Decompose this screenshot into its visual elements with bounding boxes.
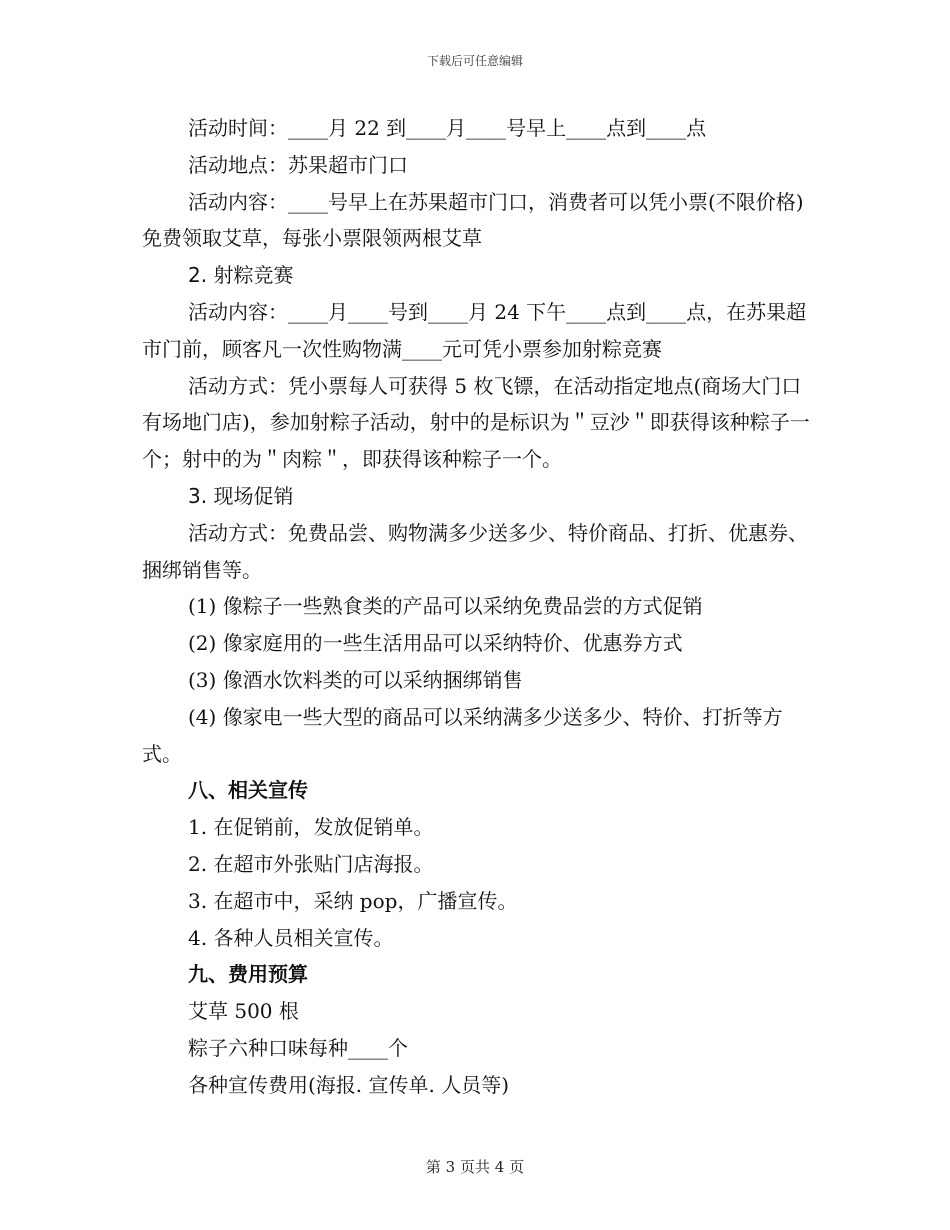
list-item: (3) 像酒水饮料类的可以采纳捆绑销售 bbox=[188, 667, 523, 692]
list-item: 2. 在超市外张贴门店海报。 bbox=[188, 851, 434, 876]
chapter-heading: 九、费用预算 bbox=[188, 962, 308, 987]
doc-line: 活动时间：____月 22 到____月____号早上____点到____点 bbox=[188, 116, 707, 140]
doc-line: 活动方式：凭小票每人可获得 5 枚飞镖，在活动指定地点(商场大门口有场地门店)，参加射粽子活动，射中的是标识为＂豆沙＂即获得该种粽子一个；射中的为＂肉粽＂，即获得该种粽子一个。 bbox=[142, 373, 810, 472]
budget-line: 粽子六种口味每种____个 bbox=[188, 1035, 408, 1060]
section-heading: 2. 射粽竞赛 bbox=[188, 263, 294, 288]
doc-line: 活动方式：免费品尝、购物满多少送多少、特价商品、打折、优惠券、捆绑销售等。 bbox=[142, 520, 808, 582]
section-heading: 3. 现场促销 bbox=[188, 483, 294, 508]
page-header: 下载后可任意编辑 bbox=[426, 54, 523, 68]
budget-line: 艾草 500 根 bbox=[188, 999, 299, 1024]
doc-line: 活动内容：____月____号到____月 24 下午____点到____点，在苏果超市门前，顾客凡一次性购物满____元可凭小票参加射粽竞赛 bbox=[142, 299, 807, 361]
chapter-heading: 八、相关宣传 bbox=[188, 778, 308, 803]
document-body bbox=[142, 110, 812, 1104]
list-item: (2) 像家庭用的一些生活用品可以采纳特价、优惠券方式 bbox=[188, 631, 683, 656]
budget-line: 各种宣传费用(海报. 宣传单. 人员等) bbox=[188, 1072, 510, 1097]
page-footer: 第 3 页共 4 页 bbox=[425, 1158, 525, 1176]
list-item: 3. 在超市中，采纳 pop，广播宣传。 bbox=[188, 888, 518, 913]
list-item: 4. 各种人员相关宣传。 bbox=[188, 925, 394, 950]
list-item: 1. 在促销前，发放促销单。 bbox=[188, 815, 434, 840]
doc-line: 活动内容：____号早上在苏果超市门口，消费者可以凭小票(不限价格)免费领取艾草，每张小票限领两根艾草 bbox=[142, 189, 804, 251]
list-item: (1) 像粽子一些熟食类的产品可以采纳免费品尝的方式促销 bbox=[188, 594, 703, 619]
list-item: (4) 像家电一些大型的商品可以采纳满多少送多少、特价、打折等方式。 bbox=[142, 704, 783, 766]
doc-line: 活动地点：苏果超市门口 bbox=[188, 152, 408, 177]
